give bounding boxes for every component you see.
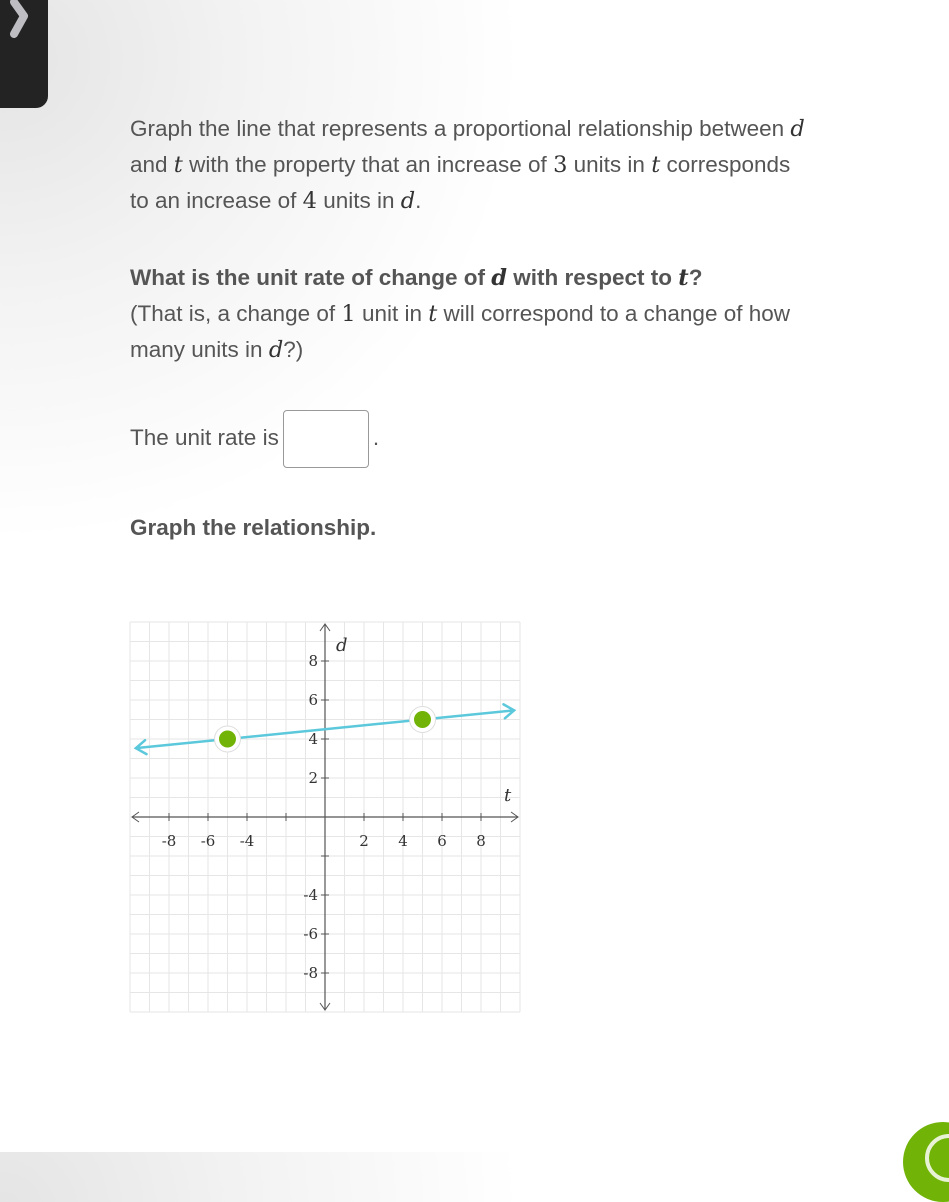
y-tick-label: -6 — [303, 925, 318, 943]
y-tick-label: -8 — [303, 964, 318, 982]
x-tick-label: 6 — [437, 832, 447, 850]
x-tick-label: 4 — [398, 832, 408, 850]
navigation-tab[interactable] — [0, 0, 48, 108]
x-tick-label: -4 — [239, 832, 255, 850]
unit-rate-input[interactable] — [283, 410, 369, 468]
unit-rate-prompt: What is the unit rate of change of d with respect to t? (That is, a change of 1 unit in t will correspond to a change of how many units in d?) — [130, 265, 791, 363]
coordinate-graph[interactable] — [128, 618, 528, 1018]
x-axis-label: t — [504, 785, 512, 806]
point-dot[interactable] — [414, 711, 431, 728]
y-tick-label: 6 — [308, 691, 318, 709]
x-tick-label: -6 — [200, 832, 216, 850]
y-axis-label: d — [336, 635, 348, 656]
point-dot[interactable] — [219, 731, 236, 748]
answer-label: The unit rate is — [130, 425, 279, 450]
x-tick-label: -8 — [161, 832, 177, 850]
check-button[interactable] — [903, 1122, 949, 1202]
x-tick-label: 2 — [359, 832, 369, 850]
graph-heading: Graph the relationship. — [130, 515, 377, 540]
y-tick-label: 8 — [308, 652, 318, 670]
y-tick-label: 2 — [308, 769, 318, 787]
y-tick-label: 4 — [308, 730, 318, 748]
chevron-right-icon — [8, 0, 32, 42]
y-tick-label: -4 — [303, 886, 318, 904]
question-intro: Graph the line that represents a proportional relationship between d and t with the property that an increase of 3 units in t corresponds to an increase of 4 units in d. — [130, 116, 805, 214]
answer-row: The unit rate is . — [130, 410, 810, 468]
x-tick-label: 8 — [476, 832, 486, 850]
